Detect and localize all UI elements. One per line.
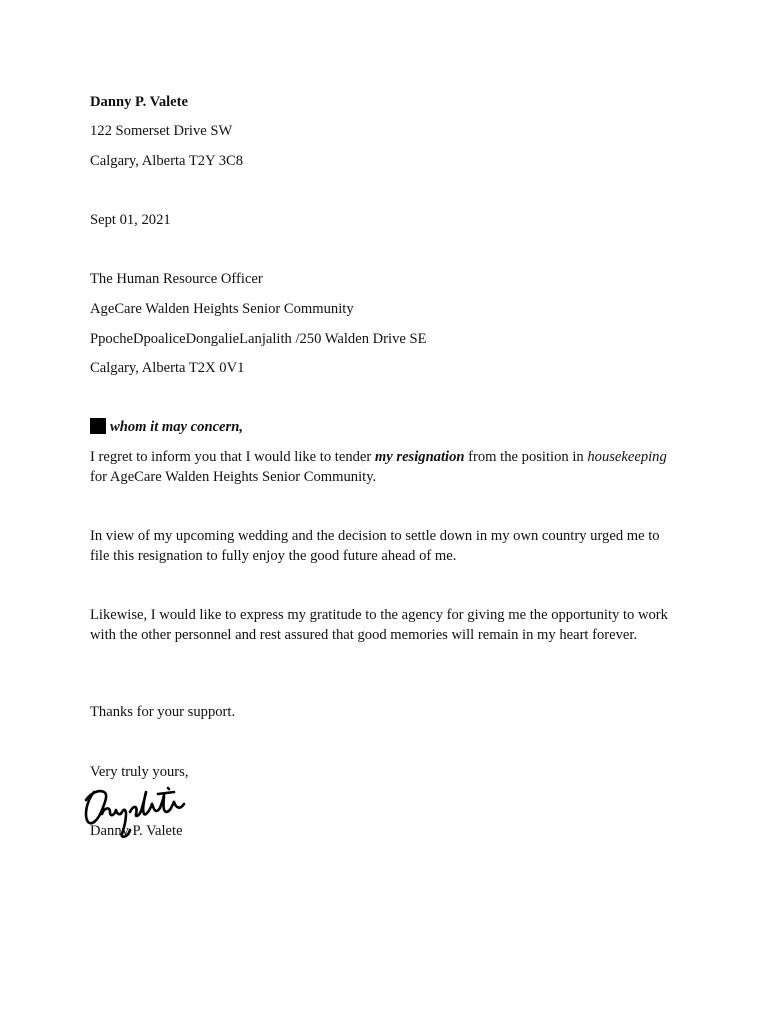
closing: Very truly yours, <box>90 764 189 780</box>
body-paragraph-4: Thanks for your support. <box>90 704 236 720</box>
letter-date: Sept 01, 2021 <box>90 212 171 228</box>
p1-text-b: from the position in <box>464 449 588 465</box>
p1-italic: housekeeping <box>587 449 667 465</box>
recipient-street: PpocheDpoaliceDongalieLanjalith /250 Walden Drive SE <box>90 331 427 347</box>
body-paragraph-3: Likewise, I would like to express my gratitude to the agency for giving me the opportunity to work with the other personnel and rest assured that good memories will remain in my heart forever. <box>90 607 668 643</box>
signature-name: Danny P. Valete <box>90 823 183 839</box>
recipient-city: Calgary, Alberta T2X 0V1 <box>90 360 245 376</box>
p1-text-c: for AgeCare Walden Heights Senior Community. <box>90 468 377 485</box>
recipient-title: The Human Resource Officer <box>90 271 263 287</box>
handwritten-signature <box>80 780 192 840</box>
p1-emphasis: my resignation <box>374 449 465 465</box>
body-paragraph-2: In view of my upcoming wedding and the decision to settle down in my own country urged me to file this resignation to fully enjoy the good future ahead of me. <box>90 528 660 564</box>
sender-name: Danny P. Valete <box>90 94 188 110</box>
recipient-organization: AgeCare Walden Heights Senior Community <box>90 301 354 317</box>
salutation <box>90 418 243 438</box>
redaction-box <box>90 418 106 434</box>
sender-city: Calgary, Alberta T2Y 3C8 <box>90 153 244 169</box>
salutation-text: whom it may concern, <box>110 419 243 435</box>
body-paragraph-1 <box>90 448 675 487</box>
sender-street: 122 Somerset Drive SW <box>90 123 233 139</box>
p1-text-a: I regret to inform you that I would like to tender <box>90 449 375 465</box>
